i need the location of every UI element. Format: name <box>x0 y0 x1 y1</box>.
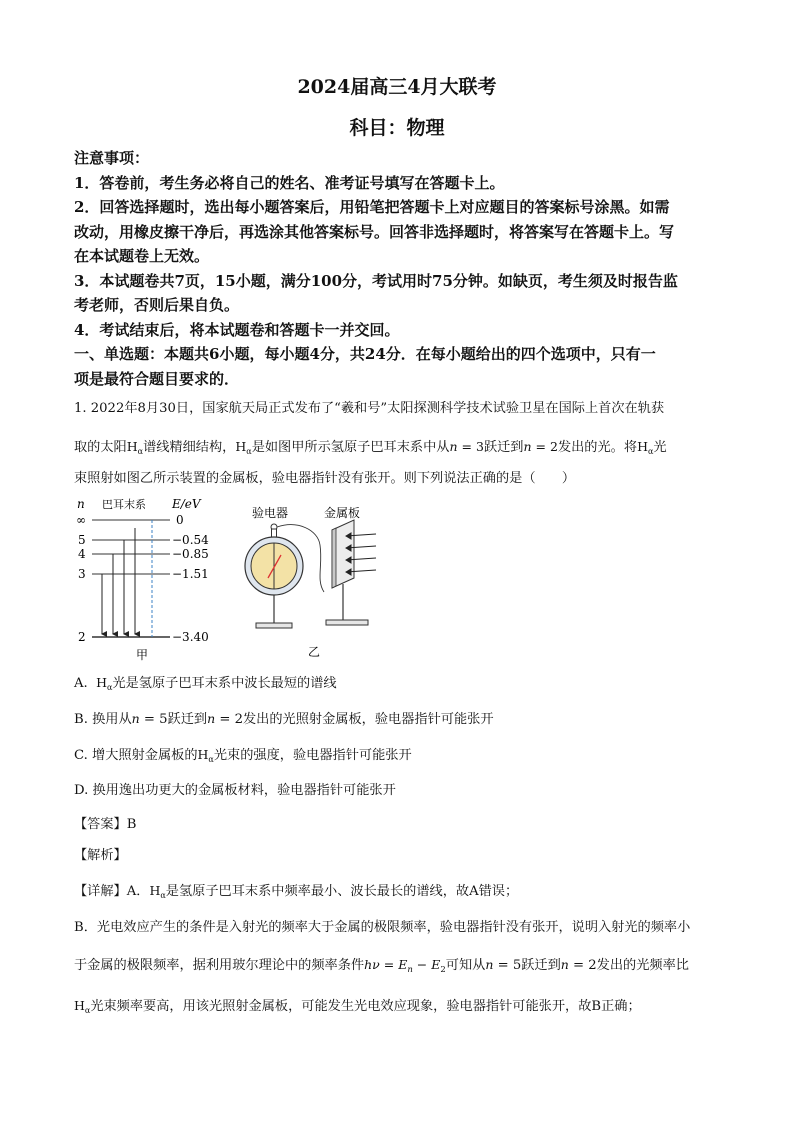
q-text: 是如图甲所示氢原子巴耳末系中从 <box>251 440 450 455</box>
energy-axis-label: E/eV <box>172 497 201 511</box>
h-letter: H <box>74 998 85 1013</box>
level-e-4: −0.85 <box>172 547 209 561</box>
subject-title: 科目：物理 <box>349 117 445 139</box>
analysis-label: 【解析】 <box>74 848 127 863</box>
level-e-inf: 0 <box>176 513 184 527</box>
h-alpha-symbol <box>127 439 143 454</box>
level-n-5: 5 <box>78 533 86 547</box>
detail-b-line-2 <box>74 955 734 980</box>
metal-plate-edge <box>332 528 336 588</box>
electroscope-label: 验电器 <box>252 506 289 520</box>
n-value: 3 <box>475 439 484 454</box>
n-var: n <box>560 957 569 972</box>
figure-caption-jia: 甲 <box>136 648 149 662</box>
n-var: n <box>207 711 216 726</box>
h-alpha-symbol <box>74 998 90 1013</box>
level-e-3: −1.51 <box>172 567 209 581</box>
h-letter: H <box>197 747 209 762</box>
notice-item-4: 4．考试结束后，将本试题卷和答题卡一并交回。 <box>74 321 400 339</box>
detail-b-text: 于金属的极限频率，据利用玻尔理论中的频率条件 <box>74 958 365 973</box>
question-line-2 <box>74 437 734 462</box>
level-n-3: 3 <box>78 567 86 581</box>
section-heading-1: 一、单选题：本题共6小题，每小题4分，共24分．在每小题给出的四个选项中，只有一 <box>74 345 656 363</box>
h-alpha-symbol <box>235 439 251 454</box>
alpha-sub: α <box>137 447 144 456</box>
formula-sub-2: 2 <box>440 965 446 975</box>
eq: = <box>531 439 550 454</box>
option-c-text: 光束的强度，验电器指针可能张开 <box>213 748 412 763</box>
answer-line <box>74 815 734 835</box>
q-text: 取的太阳 <box>74 440 127 455</box>
h-letter: H <box>126 439 138 454</box>
n-var: n <box>523 439 532 454</box>
n-var: n <box>449 439 458 454</box>
alpha-sub: α <box>107 683 113 692</box>
option-a-letter: A. <box>74 676 88 691</box>
detail-b-text: = 5跃迁到 <box>493 958 561 973</box>
electroscope-base <box>256 623 292 628</box>
answer-label: 【答案】 <box>74 817 127 832</box>
h-alpha-symbol <box>198 747 214 762</box>
energy-level-diagram <box>70 493 220 665</box>
formula-h-nu: hν <box>364 957 380 972</box>
q-text: 谱线精细结构， <box>143 440 236 455</box>
level-e-5: −0.54 <box>172 533 209 547</box>
option-b-text: = 5跃迁到 <box>139 712 208 727</box>
alpha-sub: α <box>246 447 252 456</box>
n-axis-label: n <box>77 497 85 511</box>
option-c-text: C. 增大照射金属板的 <box>74 748 198 763</box>
option-c <box>74 745 734 770</box>
option-a <box>74 673 734 698</box>
h-alpha-symbol <box>149 883 165 898</box>
detail-a <box>74 881 734 906</box>
alpha-sub: α <box>160 891 166 900</box>
level-n-4: 4 <box>78 547 86 561</box>
h-alpha-symbol <box>637 439 653 454</box>
plate-base <box>326 620 368 625</box>
question-line-1: 1. 2022年8月30日，国家航天局正式发布了“羲和号”太阳探测科学技术试验卫星在国际上首次在轨获 <box>74 401 665 416</box>
alpha-sub: α <box>208 755 214 764</box>
option-d: D. 换用逸出功更大的金属板材料，验电器指针可能张开 <box>74 783 396 798</box>
level-n-inf: ∞ <box>76 513 86 527</box>
answer-value: B <box>126 817 137 832</box>
figure-caption-yi: 乙 <box>308 645 321 659</box>
option-a-text: 光是氢原子巴耳末系中波长最短的谱线 <box>112 676 337 691</box>
notice-item-1: 1．答卷前，考生务必将自己的姓名、准考证号填写在答题卡上。 <box>74 174 505 192</box>
q-text: 光 <box>653 440 667 455</box>
n-var: n <box>131 711 140 726</box>
h-letter: H <box>149 883 161 898</box>
section-heading-2: 项是最符合题目要求的． <box>74 370 240 388</box>
q-text: 跃迁到 <box>483 440 524 455</box>
notice-item-2b: 改动，用橡皮擦干净后，再选涂其他答案标号。回答非选择题时，将答案写在答题卡上。写 <box>74 223 675 241</box>
n-value: 2 <box>549 439 558 454</box>
electroscope-diagram <box>228 500 388 662</box>
detail-b-line-1: B．光电效应产生的条件是入射光的频率大于金属的极限频率，验电器指针没有张开，说明入射光的频率小 <box>74 920 691 935</box>
detail-a-prefix: 【详解】A． <box>74 884 150 899</box>
detail-b-text: = 2发出的光频率比 <box>568 958 689 973</box>
n-var: n <box>485 957 494 972</box>
detail-b-text: 可知从 <box>445 958 486 973</box>
level-e-2: −3.40 <box>172 630 209 644</box>
notice-item-2c: 在本试题卷上无效。 <box>74 247 210 265</box>
series-label: 巴耳末系 <box>102 498 146 511</box>
notice-item-3b: 考老师，否则后果自负。 <box>74 296 240 314</box>
formula-e: = E <box>379 957 408 972</box>
formula-minus-e: − E <box>412 957 441 972</box>
alpha-sub: α <box>84 1006 91 1015</box>
eq: = <box>457 439 476 454</box>
alpha-sub: α <box>647 447 654 456</box>
formula-sub-n: n <box>407 965 413 975</box>
h-letter: H <box>637 439 648 454</box>
question-line-3: 束照射如图乙所示装置的金属板，验电器指针没有张开。则下列说法正确的是（ ） <box>74 471 576 486</box>
exam-title: 2024届高三4月大联考 <box>297 76 497 98</box>
q-text: 发出的光。将 <box>557 440 638 455</box>
level-n-2: 2 <box>78 630 86 644</box>
detail-b-line-3 <box>74 996 734 1021</box>
notice-item-2a: 2．回答选择题时，选出每小题答案后，用铅笔把答题卡上对应题目的答案标号涂黑。如需 <box>74 198 670 216</box>
detail-a-text: 是氢原子巴耳末系中频率最小、波长最长的谱线，故A错误； <box>165 884 519 899</box>
option-b-text: = 2发出的光照射金属板，验电器指针可能张开 <box>215 712 494 727</box>
h-letter: H <box>96 675 108 690</box>
metal-plate-label: 金属板 <box>324 506 361 520</box>
detail-b-text: 光束频率要高，用该光照射金属板，可能发生光电效应现象，验电器指针可能张开，故B正确； <box>90 999 641 1014</box>
option-b <box>74 709 734 730</box>
h-alpha-symbol <box>96 675 112 690</box>
h-letter: H <box>235 439 247 454</box>
notice-heading: 注意事项： <box>74 149 150 167</box>
option-b-text: B. 换用从 <box>74 712 132 727</box>
notice-item-3a: 3．本试题卷共7页，15小题，满分100分，考试用时75分钟。如缺页，考生须及时报告监 <box>74 272 678 290</box>
